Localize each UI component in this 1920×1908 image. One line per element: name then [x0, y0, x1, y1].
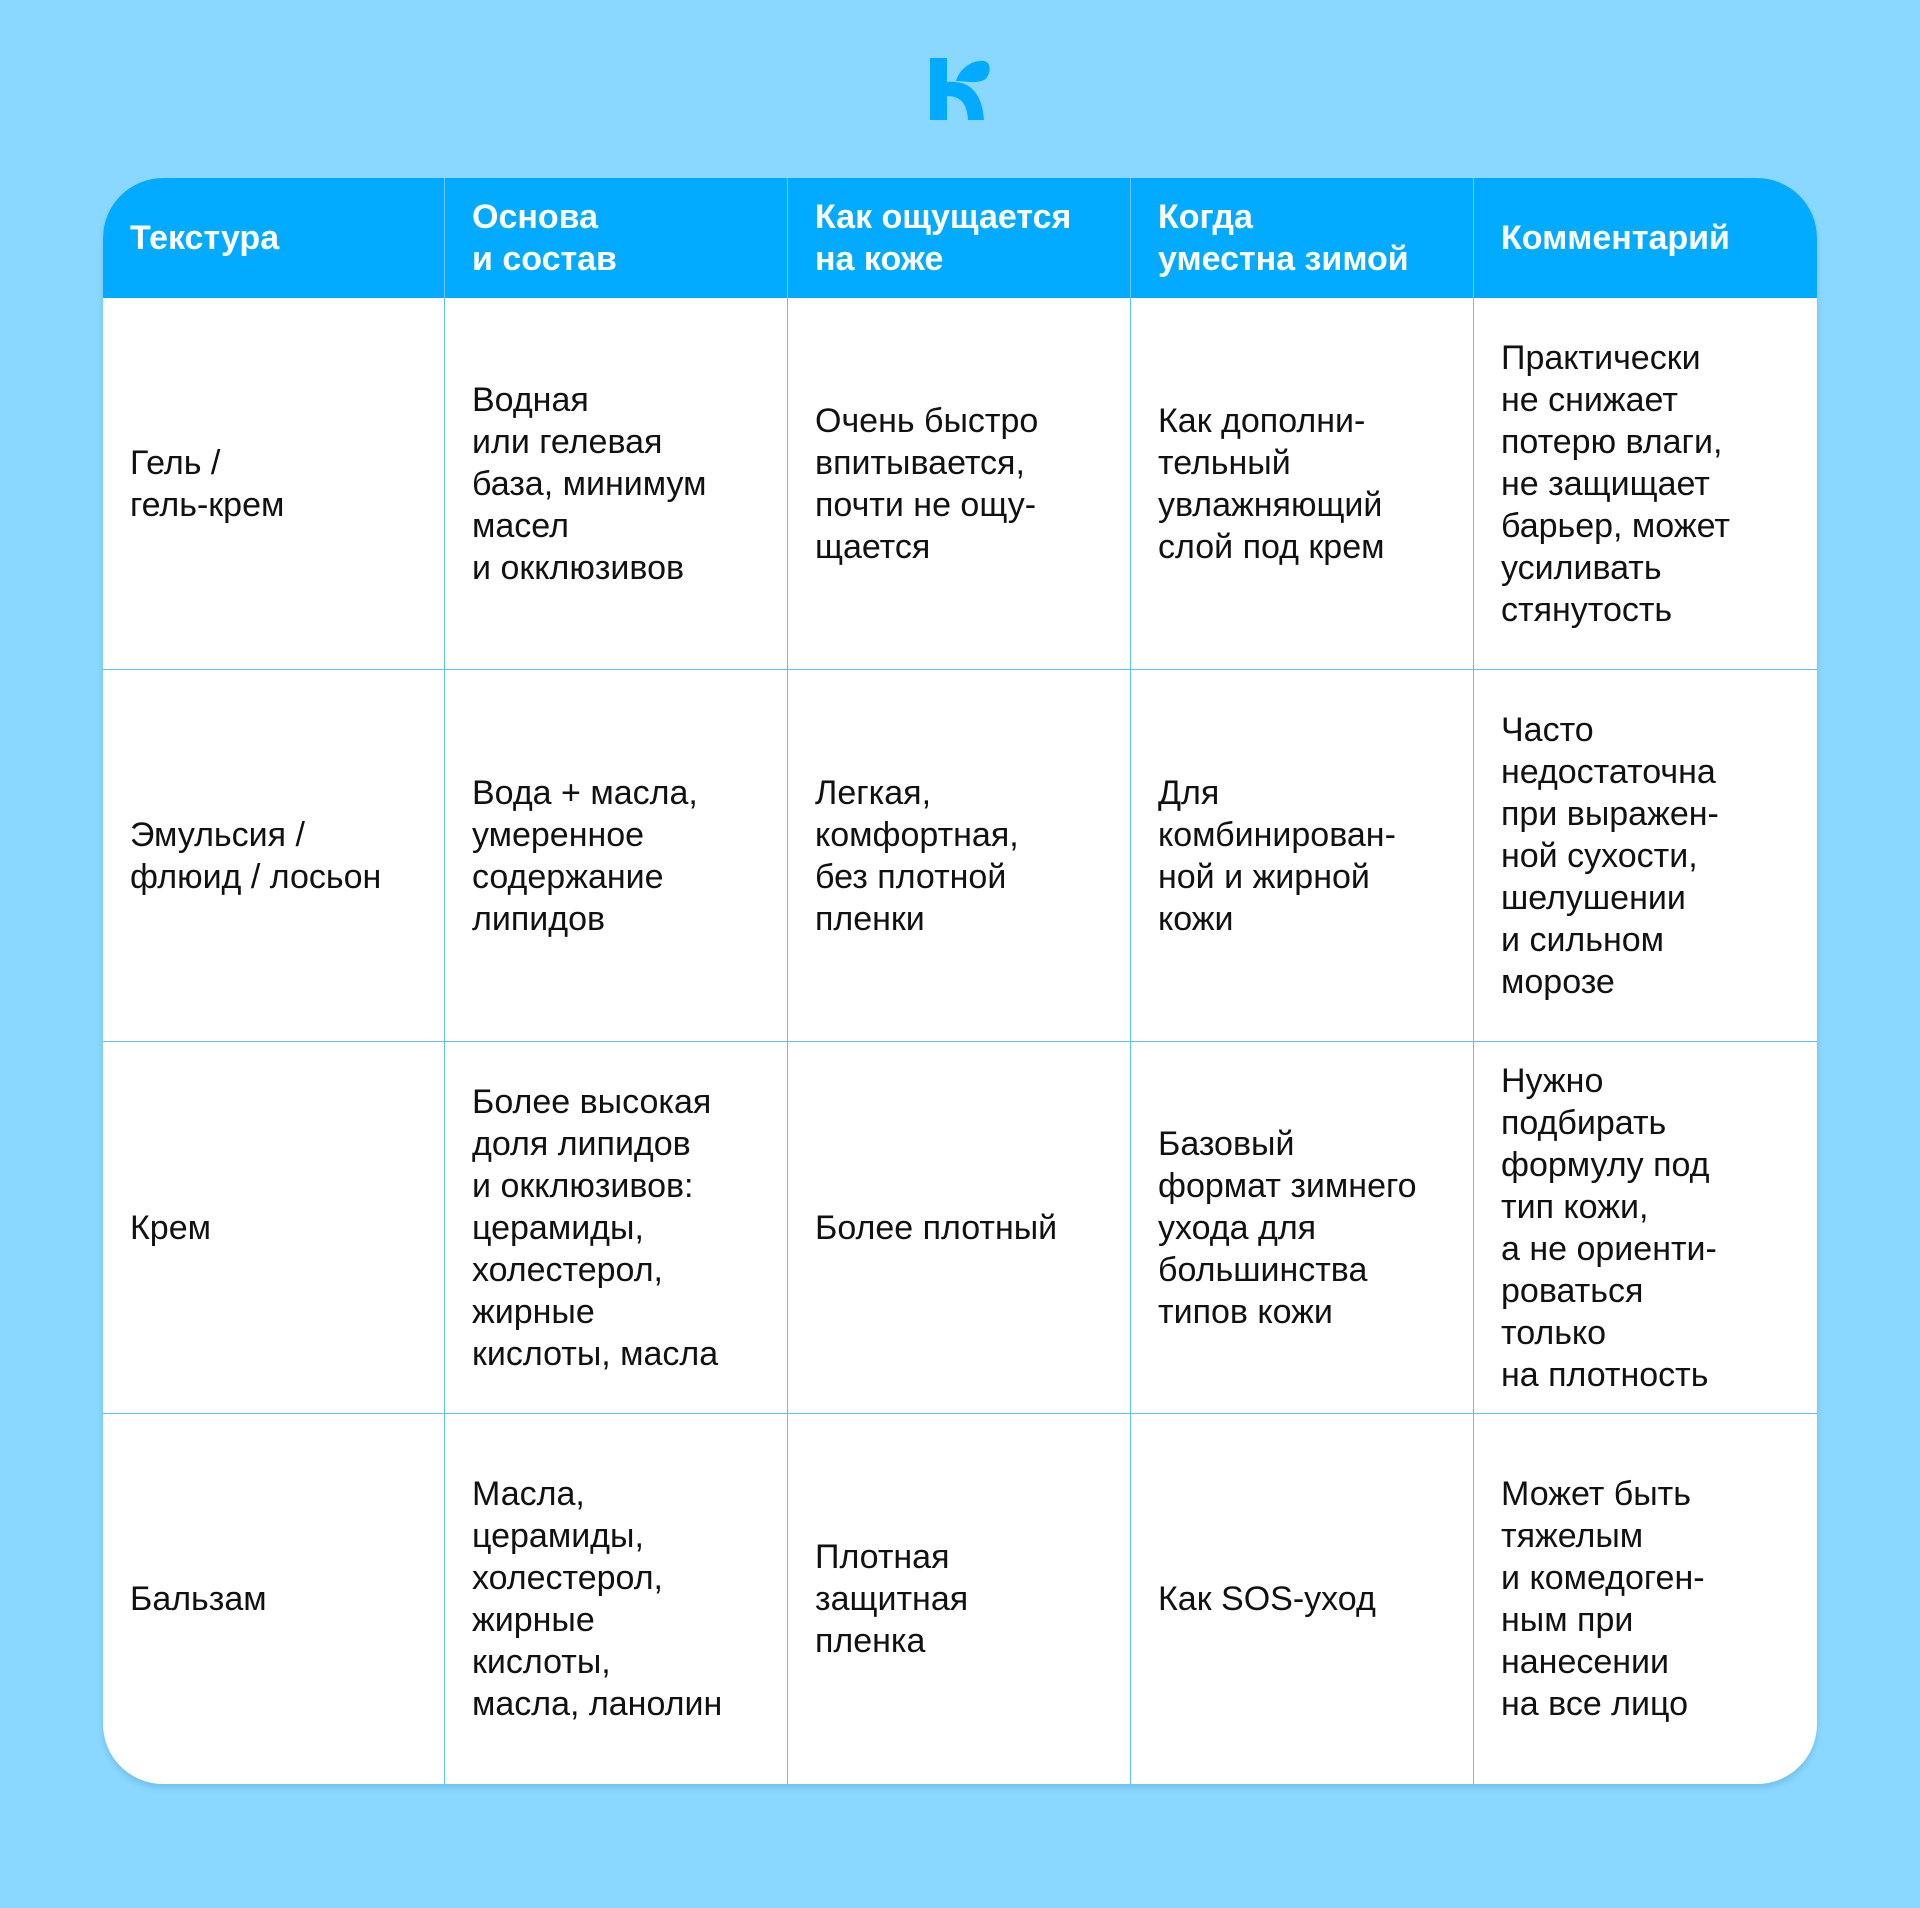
table-cell: Для комбинирован- ной и жирной кожи: [1131, 670, 1474, 1042]
table-cell: Водная или гелевая база, минимум масел и окклюзивов: [445, 298, 788, 670]
table-cell: Нужно подбирать формулу под тип кожи, а не ориенти- роваться только на плотность: [1474, 1042, 1817, 1414]
row-header-cell: Эмульсия / флюид / лосьон: [103, 670, 445, 1042]
table-cell: Более плотный: [788, 1042, 1131, 1414]
table-cell: Как дополни- тельный увлажняющий слой под крем: [1131, 298, 1474, 670]
column-header: Комментарий: [1474, 178, 1817, 298]
texture-comparison-table: [103, 178, 1817, 1784]
column-header: Текстура: [103, 178, 445, 298]
column-header: Основа и состав: [445, 178, 788, 298]
column-header: Как ощущается на коже: [788, 178, 1131, 298]
table-cell: Легкая, комфортная, без плотной пленки: [788, 670, 1131, 1042]
row-header-cell: Гель / гель-крем: [103, 298, 445, 670]
table-cell: Базовый формат зимнего ухода для большинства типов кожи: [1131, 1042, 1474, 1414]
table-cell: Плотная защитная пленка: [788, 1414, 1131, 1784]
table-cell: Масла, церамиды, холестерол, жирные кислоты, масла, ланолин: [445, 1414, 788, 1784]
row-header-cell: Крем: [103, 1042, 445, 1414]
column-header: Когда уместна зимой: [1131, 178, 1474, 298]
table-cell: Очень быстро впитывается, почти не ощу- щается: [788, 298, 1131, 670]
row-header-cell: Бальзам: [103, 1414, 445, 1784]
table-cell: Как SOS-уход: [1131, 1414, 1474, 1784]
table-cell: Часто недостаточна при выражен- ной сухости, шелушении и сильном морозе: [1474, 670, 1817, 1042]
table-cell: Может быть тяжелым и комедоген- ным при нанесении на все лицо: [1501, 1475, 1705, 1723]
table-cell: Более высокая доля липидов и окклюзивов: церамиды, холестерол, жирные кислоты, масла: [445, 1042, 788, 1414]
brand-logo: [930, 48, 992, 120]
table-cell: Вода + масла, умеренное содержание липидов: [445, 670, 788, 1042]
table-cell: Практически не снижает потерю влаги, не защищает барьер, может усиливать стянутость: [1474, 298, 1817, 670]
